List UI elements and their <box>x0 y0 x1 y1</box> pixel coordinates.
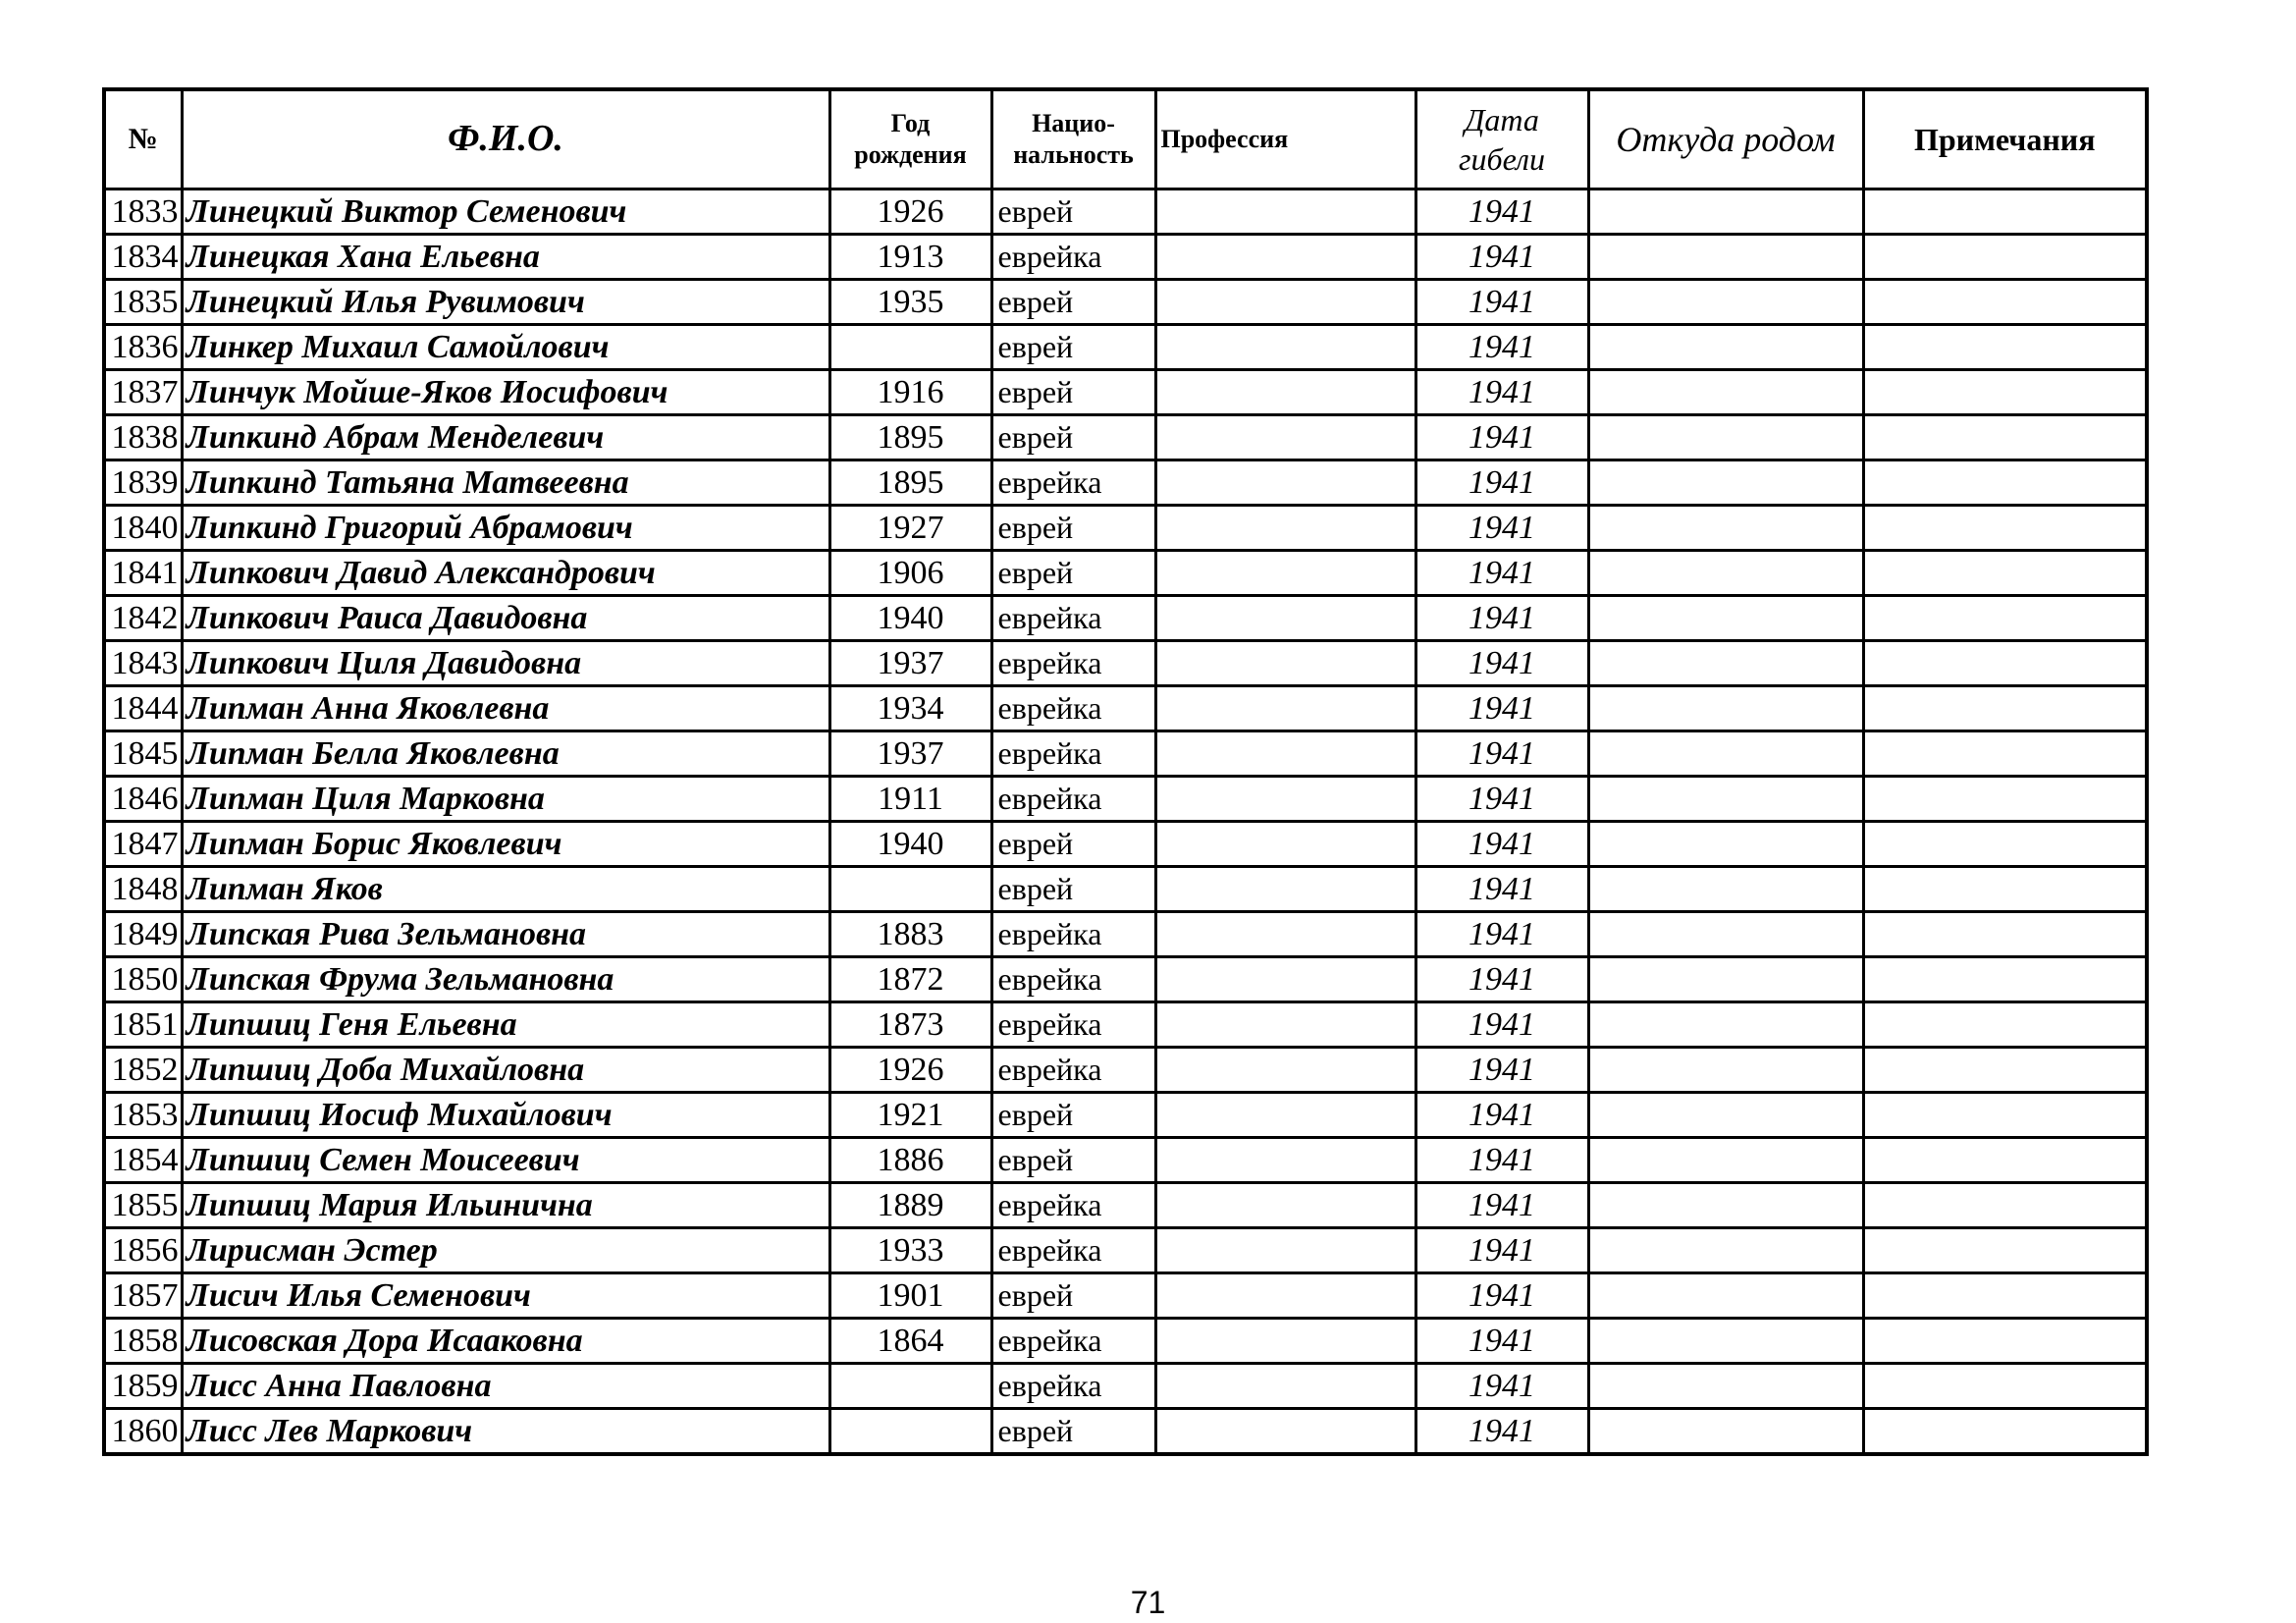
row-number-cell: 1843 <box>104 641 182 686</box>
nationality-cell: еврей <box>991 370 1155 415</box>
row-number-cell: 1841 <box>104 551 182 596</box>
death-date-cell: 1941 <box>1415 641 1588 686</box>
table-row <box>104 460 2147 506</box>
table-row <box>104 686 2147 731</box>
profession-cell <box>1155 596 1415 641</box>
table-row <box>104 235 2147 280</box>
header-nationality-line2: нальность <box>1013 140 1134 169</box>
notes-cell <box>1863 867 2147 912</box>
nationality-cell: еврейка <box>991 957 1155 1002</box>
full-name-cell: Линецкая Хана Ельевна <box>182 235 829 280</box>
full-name-cell: Линецкий Виктор Семенович <box>182 189 829 235</box>
birth-year-cell: 1906 <box>829 551 991 596</box>
notes-cell <box>1863 1228 2147 1273</box>
profession-cell <box>1155 189 1415 235</box>
full-name-cell: Линецкий Илья Рувимович <box>182 280 829 325</box>
table-row <box>104 1228 2147 1273</box>
profession-cell <box>1155 506 1415 551</box>
table-row <box>104 1048 2147 1093</box>
table-row <box>104 325 2147 370</box>
nationality-cell: еврей <box>991 1409 1155 1455</box>
birth-year-cell: 1883 <box>829 912 991 957</box>
full-name-cell: Липкович Давид Александрович <box>182 551 829 596</box>
origin-cell <box>1588 596 1863 641</box>
birth-year-cell: 1911 <box>829 777 991 822</box>
row-number-cell: 1838 <box>104 415 182 460</box>
notes-cell <box>1863 325 2147 370</box>
full-name-cell: Липкович Раиса Давидовна <box>182 596 829 641</box>
death-date-cell: 1941 <box>1415 731 1588 777</box>
notes-cell <box>1863 1138 2147 1183</box>
full-name-cell: Липшиц Мария Ильинична <box>182 1183 829 1228</box>
origin-cell <box>1588 912 1863 957</box>
table-row <box>104 641 2147 686</box>
profession-cell <box>1155 641 1415 686</box>
row-number-cell: 1860 <box>104 1409 182 1455</box>
table-row <box>104 1183 2147 1228</box>
nationality-cell: еврей <box>991 822 1155 867</box>
full-name-cell: Липкинд Татьяна Матвеевна <box>182 460 829 506</box>
origin-cell <box>1588 460 1863 506</box>
death-date-cell: 1941 <box>1415 189 1588 235</box>
row-number-cell: 1853 <box>104 1093 182 1138</box>
birth-year-cell: 1895 <box>829 415 991 460</box>
header-birth-year-line2: рождения <box>854 140 967 169</box>
death-date-cell: 1941 <box>1415 957 1588 1002</box>
table-row <box>104 596 2147 641</box>
death-date-cell: 1941 <box>1415 686 1588 731</box>
origin-cell <box>1588 1364 1863 1409</box>
nationality-cell: еврей <box>991 325 1155 370</box>
nationality-cell: еврейка <box>991 1364 1155 1409</box>
profession-cell <box>1155 1183 1415 1228</box>
profession-cell <box>1155 1364 1415 1409</box>
nationality-cell: еврей <box>991 551 1155 596</box>
notes-cell <box>1863 280 2147 325</box>
table-row <box>104 867 2147 912</box>
notes-cell <box>1863 957 2147 1002</box>
death-date-cell: 1941 <box>1415 867 1588 912</box>
notes-cell <box>1863 1183 2147 1228</box>
birth-year-cell <box>829 1409 991 1455</box>
death-date-cell: 1941 <box>1415 1093 1588 1138</box>
table-row <box>104 370 2147 415</box>
notes-cell <box>1863 1048 2147 1093</box>
nationality-cell: еврейка <box>991 1048 1155 1093</box>
profession-cell <box>1155 1273 1415 1319</box>
origin-cell <box>1588 867 1863 912</box>
origin-cell <box>1588 777 1863 822</box>
nationality-cell: еврей <box>991 189 1155 235</box>
row-number-cell: 1834 <box>104 235 182 280</box>
profession-cell <box>1155 1319 1415 1364</box>
notes-cell <box>1863 822 2147 867</box>
notes-cell <box>1863 731 2147 777</box>
origin-cell <box>1588 1183 1863 1228</box>
death-date-cell: 1941 <box>1415 460 1588 506</box>
nationality-cell: еврейка <box>991 596 1155 641</box>
nationality-cell: еврей <box>991 1138 1155 1183</box>
header-origin: Откуда родом <box>1588 89 1863 189</box>
full-name-cell: Липкович Циля Давидовна <box>182 641 829 686</box>
header-nationality-line1: Нацио- <box>1032 108 1115 137</box>
nationality-cell: еврейка <box>991 1183 1155 1228</box>
profession-cell <box>1155 777 1415 822</box>
nationality-cell: еврей <box>991 1093 1155 1138</box>
origin-cell <box>1588 957 1863 1002</box>
profession-cell <box>1155 415 1415 460</box>
origin-cell <box>1588 1048 1863 1093</box>
header-num: № <box>104 89 182 189</box>
row-number-cell: 1852 <box>104 1048 182 1093</box>
birth-year-cell: 1940 <box>829 596 991 641</box>
full-name-cell: Липман Анна Яковлевна <box>182 686 829 731</box>
full-name-cell: Липкинд Абрам Менделевич <box>182 415 829 460</box>
row-number-cell: 1857 <box>104 1273 182 1319</box>
origin-cell <box>1588 1273 1863 1319</box>
header-death-date-line2: гибели <box>1459 141 1545 177</box>
row-number-cell: 1833 <box>104 189 182 235</box>
birth-year-cell: 1873 <box>829 1002 991 1048</box>
nationality-cell: еврей <box>991 415 1155 460</box>
header-death-date <box>1415 89 1588 189</box>
full-name-cell: Липшиц Семен Моисеевич <box>182 1138 829 1183</box>
profession-cell <box>1155 370 1415 415</box>
profession-cell <box>1155 957 1415 1002</box>
full-name-cell: Липкинд Григорий Абрамович <box>182 506 829 551</box>
birth-year-cell: 1927 <box>829 506 991 551</box>
row-number-cell: 1845 <box>104 731 182 777</box>
row-number-cell: 1858 <box>104 1319 182 1364</box>
notes-cell <box>1863 641 2147 686</box>
birth-year-cell: 1940 <box>829 822 991 867</box>
header-birth-year <box>829 89 991 189</box>
full-name-cell: Липская Рива Зельмановна <box>182 912 829 957</box>
origin-cell <box>1588 1138 1863 1183</box>
table-row <box>104 1273 2147 1319</box>
birth-year-cell: 1895 <box>829 460 991 506</box>
notes-cell <box>1863 415 2147 460</box>
row-number-cell: 1850 <box>104 957 182 1002</box>
row-number-cell: 1859 <box>104 1364 182 1409</box>
row-number-cell: 1839 <box>104 460 182 506</box>
profession-cell <box>1155 235 1415 280</box>
nationality-cell: еврейка <box>991 1228 1155 1273</box>
full-name-cell: Липман Яков <box>182 867 829 912</box>
row-number-cell: 1844 <box>104 686 182 731</box>
nationality-cell: еврей <box>991 867 1155 912</box>
table-row <box>104 415 2147 460</box>
profession-cell <box>1155 551 1415 596</box>
header-row <box>104 89 2147 189</box>
origin-cell <box>1588 280 1863 325</box>
table-row <box>104 506 2147 551</box>
notes-cell <box>1863 551 2147 596</box>
profession-cell <box>1155 731 1415 777</box>
birth-year-cell: 1937 <box>829 641 991 686</box>
death-date-cell: 1941 <box>1415 415 1588 460</box>
notes-cell <box>1863 1002 2147 1048</box>
birth-year-cell: 1913 <box>829 235 991 280</box>
header-notes: Примечания <box>1863 89 2147 189</box>
full-name-cell: Линчук Мойше-Яков Иосифович <box>182 370 829 415</box>
death-date-cell: 1941 <box>1415 506 1588 551</box>
birth-year-cell: 1916 <box>829 370 991 415</box>
nationality-cell: еврей <box>991 1273 1155 1319</box>
origin-cell <box>1588 415 1863 460</box>
row-number-cell: 1849 <box>104 912 182 957</box>
birth-year-cell: 1937 <box>829 731 991 777</box>
birth-year-cell <box>829 1364 991 1409</box>
notes-cell <box>1863 1319 2147 1364</box>
table-row <box>104 1319 2147 1364</box>
row-number-cell: 1848 <box>104 867 182 912</box>
full-name-cell: Липская Фрума Зельмановна <box>182 957 829 1002</box>
origin-cell <box>1588 506 1863 551</box>
profession-cell <box>1155 867 1415 912</box>
row-number-cell: 1840 <box>104 506 182 551</box>
death-date-cell: 1941 <box>1415 1183 1588 1228</box>
nationality-cell: еврейка <box>991 731 1155 777</box>
origin-cell <box>1588 1002 1863 1048</box>
full-name-cell: Лисовская Дора Исааковна <box>182 1319 829 1364</box>
header-name: Ф.И.О. <box>182 89 829 189</box>
full-name-cell: Липшиц Геня Ельевна <box>182 1002 829 1048</box>
birth-year-cell <box>829 867 991 912</box>
notes-cell <box>1863 1273 2147 1319</box>
birth-year-cell: 1934 <box>829 686 991 731</box>
origin-cell <box>1588 325 1863 370</box>
death-date-cell: 1941 <box>1415 325 1588 370</box>
death-date-cell: 1941 <box>1415 1138 1588 1183</box>
profession-cell <box>1155 1093 1415 1138</box>
table-row <box>104 1364 2147 1409</box>
birth-year-cell: 1926 <box>829 1048 991 1093</box>
row-number-cell: 1846 <box>104 777 182 822</box>
notes-cell <box>1863 777 2147 822</box>
birth-year-cell: 1872 <box>829 957 991 1002</box>
profession-cell <box>1155 460 1415 506</box>
death-date-cell: 1941 <box>1415 912 1588 957</box>
death-date-cell: 1941 <box>1415 551 1588 596</box>
table-body <box>104 189 2147 1455</box>
row-number-cell: 1847 <box>104 822 182 867</box>
origin-cell <box>1588 551 1863 596</box>
death-date-cell: 1941 <box>1415 1273 1588 1319</box>
birth-year-cell: 1889 <box>829 1183 991 1228</box>
full-name-cell: Линкер Михаил Самойлович <box>182 325 829 370</box>
death-date-cell: 1941 <box>1415 280 1588 325</box>
origin-cell <box>1588 686 1863 731</box>
nationality-cell: еврей <box>991 506 1155 551</box>
full-name-cell: Липман Белла Яковлевна <box>182 731 829 777</box>
death-date-cell: 1941 <box>1415 1048 1588 1093</box>
origin-cell <box>1588 1319 1863 1364</box>
profession-cell <box>1155 1002 1415 1048</box>
row-number-cell: 1855 <box>104 1183 182 1228</box>
notes-cell <box>1863 1093 2147 1138</box>
profession-cell <box>1155 1228 1415 1273</box>
header-death-date-line1: Дата <box>1465 102 1539 137</box>
notes-cell <box>1863 1409 2147 1455</box>
death-date-cell: 1941 <box>1415 370 1588 415</box>
death-date-cell: 1941 <box>1415 777 1588 822</box>
notes-cell <box>1863 596 2147 641</box>
death-date-cell: 1941 <box>1415 1409 1588 1455</box>
death-date-cell: 1941 <box>1415 235 1588 280</box>
table-row <box>104 777 2147 822</box>
nationality-cell: еврейка <box>991 235 1155 280</box>
birth-year-cell: 1926 <box>829 189 991 235</box>
profession-cell <box>1155 1048 1415 1093</box>
origin-cell <box>1588 1228 1863 1273</box>
full-name-cell: Лисс Лев Маркович <box>182 1409 829 1455</box>
row-number-cell: 1851 <box>104 1002 182 1048</box>
full-name-cell: Лисс Анна Павловна <box>182 1364 829 1409</box>
nationality-cell: еврейка <box>991 1319 1155 1364</box>
death-date-cell: 1941 <box>1415 822 1588 867</box>
nationality-cell: еврейка <box>991 777 1155 822</box>
table-row <box>104 1093 2147 1138</box>
profession-cell <box>1155 822 1415 867</box>
nationality-cell: еврейка <box>991 460 1155 506</box>
full-name-cell: Лирисман Эстер <box>182 1228 829 1273</box>
origin-cell <box>1588 1093 1863 1138</box>
row-number-cell: 1856 <box>104 1228 182 1273</box>
table-row <box>104 912 2147 957</box>
profession-cell <box>1155 686 1415 731</box>
death-date-cell: 1941 <box>1415 596 1588 641</box>
profession-cell <box>1155 1138 1415 1183</box>
origin-cell <box>1588 1409 1863 1455</box>
birth-year-cell: 1864 <box>829 1319 991 1364</box>
victims-table <box>102 87 2149 1456</box>
row-number-cell: 1842 <box>104 596 182 641</box>
row-number-cell: 1836 <box>104 325 182 370</box>
origin-cell <box>1588 731 1863 777</box>
death-date-cell: 1941 <box>1415 1002 1588 1048</box>
full-name-cell: Липман Циля Марковна <box>182 777 829 822</box>
birth-year-cell: 1921 <box>829 1093 991 1138</box>
nationality-cell: еврейка <box>991 641 1155 686</box>
table-row <box>104 731 2147 777</box>
notes-cell <box>1863 370 2147 415</box>
notes-cell <box>1863 189 2147 235</box>
header-nationality <box>991 89 1155 189</box>
table-row <box>104 551 2147 596</box>
page-number: 71 <box>1130 1585 1166 1620</box>
notes-cell <box>1863 912 2147 957</box>
full-name-cell: Лисич Илья Семенович <box>182 1273 829 1319</box>
table-row <box>104 1409 2147 1455</box>
birth-year-cell: 1933 <box>829 1228 991 1273</box>
table-row <box>104 822 2147 867</box>
row-number-cell: 1837 <box>104 370 182 415</box>
profession-cell <box>1155 325 1415 370</box>
birth-year-cell: 1901 <box>829 1273 991 1319</box>
profession-cell <box>1155 912 1415 957</box>
table-row <box>104 1002 2147 1048</box>
notes-cell <box>1863 235 2147 280</box>
table-row <box>104 189 2147 235</box>
origin-cell <box>1588 370 1863 415</box>
table-row <box>104 1138 2147 1183</box>
full-name-cell: Липшиц Иосиф Михайлович <box>182 1093 829 1138</box>
full-name-cell: Липшиц Доба Михайловна <box>182 1048 829 1093</box>
notes-cell <box>1863 686 2147 731</box>
notes-cell <box>1863 506 2147 551</box>
origin-cell <box>1588 235 1863 280</box>
origin-cell <box>1588 189 1863 235</box>
death-date-cell: 1941 <box>1415 1364 1588 1409</box>
nationality-cell: еврейка <box>991 912 1155 957</box>
row-number-cell: 1854 <box>104 1138 182 1183</box>
death-date-cell: 1941 <box>1415 1319 1588 1364</box>
origin-cell <box>1588 822 1863 867</box>
birth-year-cell: 1886 <box>829 1138 991 1183</box>
table-row <box>104 957 2147 1002</box>
profession-cell <box>1155 1409 1415 1455</box>
nationality-cell: еврейка <box>991 686 1155 731</box>
full-name-cell: Липман Борис Яковлевич <box>182 822 829 867</box>
profession-cell <box>1155 280 1415 325</box>
header-birth-year-line1: Год <box>890 108 931 137</box>
birth-year-cell <box>829 325 991 370</box>
origin-cell <box>1588 641 1863 686</box>
nationality-cell: еврей <box>991 280 1155 325</box>
notes-cell <box>1863 1364 2147 1409</box>
header-profession: Профессия <box>1155 89 1415 189</box>
table-row <box>104 280 2147 325</box>
birth-year-cell: 1935 <box>829 280 991 325</box>
row-number-cell: 1835 <box>104 280 182 325</box>
notes-cell <box>1863 460 2147 506</box>
nationality-cell: еврейка <box>991 1002 1155 1048</box>
death-date-cell: 1941 <box>1415 1228 1588 1273</box>
